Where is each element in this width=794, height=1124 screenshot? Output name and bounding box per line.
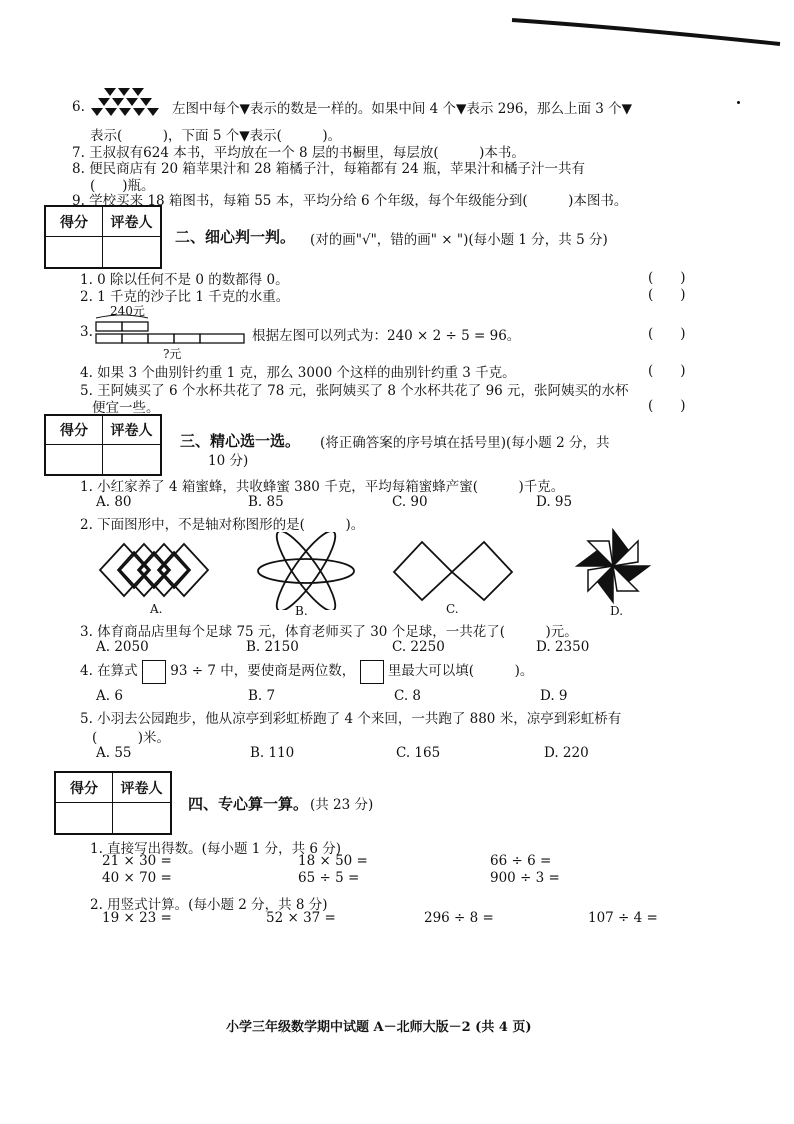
q8-line2: ( )瓶。	[90, 178, 155, 194]
vertical-calc-heading: 2. 用竖式计算。(每小题 2 分，共 8 分)	[90, 897, 328, 913]
section3-note-1: (将正确答案的序号填在括号里)(每小题 2 分，共	[320, 435, 610, 451]
judge-answer-5[interactable]: ( )	[648, 398, 686, 414]
choice-q1-opt-b[interactable]: B. 85	[248, 494, 284, 510]
q7: 7. 王叔叔有624 本书，平均放在一个 8 层的书橱里，每层放( )本书。	[72, 145, 525, 161]
score-box-section4	[54, 771, 172, 835]
grader-label: 评卷人	[113, 773, 170, 803]
judge-answer-1[interactable]: ( )	[648, 270, 686, 286]
shape-b-crossed-ellipses-icon[interactable]	[254, 532, 358, 610]
oral-calc-3: 66 ÷ 6 =	[490, 853, 552, 869]
choice-q4-part3: 里最大可以填( )。	[387, 663, 534, 679]
choice-q1-opt-c[interactable]: C. 90	[392, 494, 428, 510]
choice-q3: 3. 体育商品店里每个足球 75 元，体育老师买了 30 个足球，一共花了( )元。	[80, 624, 578, 640]
judge-answer-3[interactable]: ( )	[648, 326, 686, 342]
judge-item-4: 4. 如果 3 个曲别针约重 1 克，那么 3000 个这样的曲别针约重 3 千克。	[80, 365, 516, 381]
shape-d-label: D.	[610, 604, 624, 618]
choice-q1-opt-a[interactable]: A. 80	[96, 494, 132, 510]
section4-title: 四、专心算一算。	[188, 795, 309, 813]
section3-note-2: 10 分)	[208, 453, 249, 469]
choice-q1-opt-d[interactable]: D. 95	[536, 494, 573, 510]
page-footer: 小学三年级数学期中试题 A－北师大版－2 (共 4 页)	[226, 1020, 532, 1035]
choice-q5-cont: ( )米。	[92, 730, 171, 746]
grader-cell[interactable]	[113, 803, 170, 833]
choice-q4-opt-b[interactable]: B. 7	[248, 688, 276, 704]
choice-q5-opt-c[interactable]: C. 165	[396, 745, 441, 761]
grader-cell[interactable]	[103, 445, 160, 474]
score-box-section2	[44, 205, 162, 269]
grader-label: 评卷人	[103, 416, 160, 445]
vertical-calc-1: 19 × 23 =	[102, 910, 172, 926]
oral-calc-6: 900 ÷ 3 =	[490, 870, 560, 886]
judge-item-2: 2. 1 千克的沙子比 1 千克的水重。	[80, 289, 290, 305]
oral-calc-heading: 1. 直接写出得数。(每小题 1 分，共 6 分)	[90, 841, 342, 857]
choice-q1: 1. 小红家养了 4 箱蜜蜂，共收蜂蜜 380 千克，平均每箱蜜蜂产蜜( )千克。	[80, 479, 565, 495]
choice-q4-opt-c[interactable]: C. 8	[394, 688, 422, 704]
oral-calc-5: 65 ÷ 5 =	[298, 870, 360, 886]
shape-b-label: B.	[295, 604, 308, 618]
score-label: 得分	[56, 773, 113, 803]
choice-q5-opt-b[interactable]: B. 110	[250, 745, 295, 761]
stray-dot	[737, 101, 740, 104]
oral-calc-4: 40 × 70 =	[102, 870, 172, 886]
bar-top-label: 240元	[110, 304, 145, 318]
q6-number: 6.	[72, 99, 85, 115]
shape-a-label: A.	[150, 602, 163, 616]
score-box-section3	[44, 414, 162, 476]
q9: 9. 学校买来 18 箱图书，每箱 55 本，平均分给 6 个年级，每个年级能分到( )本图书。	[72, 193, 628, 209]
choice-q5-opt-d[interactable]: D. 220	[544, 745, 589, 761]
judge-item-3: 根据左图可以列式为：240 × 2 ÷ 5 = 96。	[252, 328, 521, 344]
top-pen-stroke	[508, 10, 788, 50]
score-label: 得分	[46, 207, 103, 237]
vertical-calc-3: 296 ÷ 8 =	[424, 910, 494, 926]
choice-q4-part2: 93 ÷ 7 中，要使商是两位数，	[170, 663, 356, 679]
choice-q3-opt-c[interactable]: C. 2250	[392, 639, 445, 655]
choice-q3-opt-b[interactable]: B. 2150	[246, 639, 299, 655]
triangle-pyramid-icon	[88, 86, 168, 118]
choice-q4	[80, 659, 533, 684]
judge-item-5-cont: 便宜一些。	[92, 400, 160, 416]
shape-c-two-squares-icon[interactable]	[392, 538, 514, 604]
section2-title: 二、细心判一判。	[175, 228, 296, 246]
judge-item-3-number: 3.	[80, 324, 93, 340]
choice-q4-part1: 4. 在算式	[80, 663, 138, 679]
choice-q5-opt-a[interactable]: A. 55	[96, 745, 132, 761]
score-cell[interactable]	[46, 237, 103, 267]
choice-q4-opt-a[interactable]: A. 6	[96, 688, 123, 704]
section3-title: 三、精心选一选。	[180, 432, 301, 450]
blank-box[interactable]	[142, 660, 166, 684]
score-label: 得分	[46, 416, 103, 445]
judge-item-1: 1. 0 除以任何不是 0 的数都得 0。	[80, 272, 289, 288]
bar-bottom-label: ?元	[163, 347, 182, 361]
shape-d-pinwheel-icon[interactable]	[570, 526, 656, 606]
score-cell[interactable]	[56, 803, 113, 833]
choice-q5: 5. 小羽去公园跑步，他从凉亭到彩虹桥跑了 4 个来回，一共跑了 880 米，凉亭到彩虹桥有	[80, 711, 622, 727]
choice-q3-opt-a[interactable]: A. 2050	[96, 639, 149, 655]
q6-line1: 左图中每个▼表示的数是一样的。如果中间 4 个▼表示 296，那么上面 3 个▼	[172, 101, 633, 117]
oral-calc-1: 21 × 30 =	[102, 853, 172, 869]
shape-a-interlocked-diamonds-icon[interactable]	[98, 538, 210, 602]
blank-box[interactable]	[360, 660, 384, 684]
section2-note: (对的画"√"，错的画" × ")(每小题 1 分，共 5 分)	[310, 232, 608, 248]
choice-q4-opt-d[interactable]: D. 9	[540, 688, 568, 704]
oral-calc-2: 18 × 50 =	[298, 853, 368, 869]
vertical-calc-4: 107 ÷ 4 =	[588, 910, 658, 926]
grader-label: 评卷人	[103, 207, 160, 237]
shape-c-label: C.	[446, 602, 459, 616]
q6-line2: 表示( )，下面 5 个▼表示( )。	[90, 128, 342, 144]
q8-line1: 8. 便民商店有 20 箱苹果汁和 28 箱橘子汁，每箱都有 24 瓶，苹果汁和橘子汁一共有	[72, 161, 585, 177]
score-cell[interactable]	[46, 445, 103, 474]
judge-answer-2[interactable]: ( )	[648, 287, 686, 303]
judge-item-5: 5. 王阿姨买了 6 个水杯共花了 78 元，张阿姨买了 8 个水杯共花了 96 元，张阿姨买的水杯	[80, 383, 629, 399]
grader-cell[interactable]	[103, 237, 160, 267]
judge-answer-4[interactable]: ( )	[648, 363, 686, 379]
vertical-calc-2: 52 × 37 =	[266, 910, 336, 926]
choice-q2: 2. 下面图形中，不是轴对称图形的是( )。	[80, 517, 365, 533]
section4-note: (共 23 分)	[310, 797, 374, 813]
choice-q3-opt-d[interactable]: D. 2350	[536, 639, 590, 655]
